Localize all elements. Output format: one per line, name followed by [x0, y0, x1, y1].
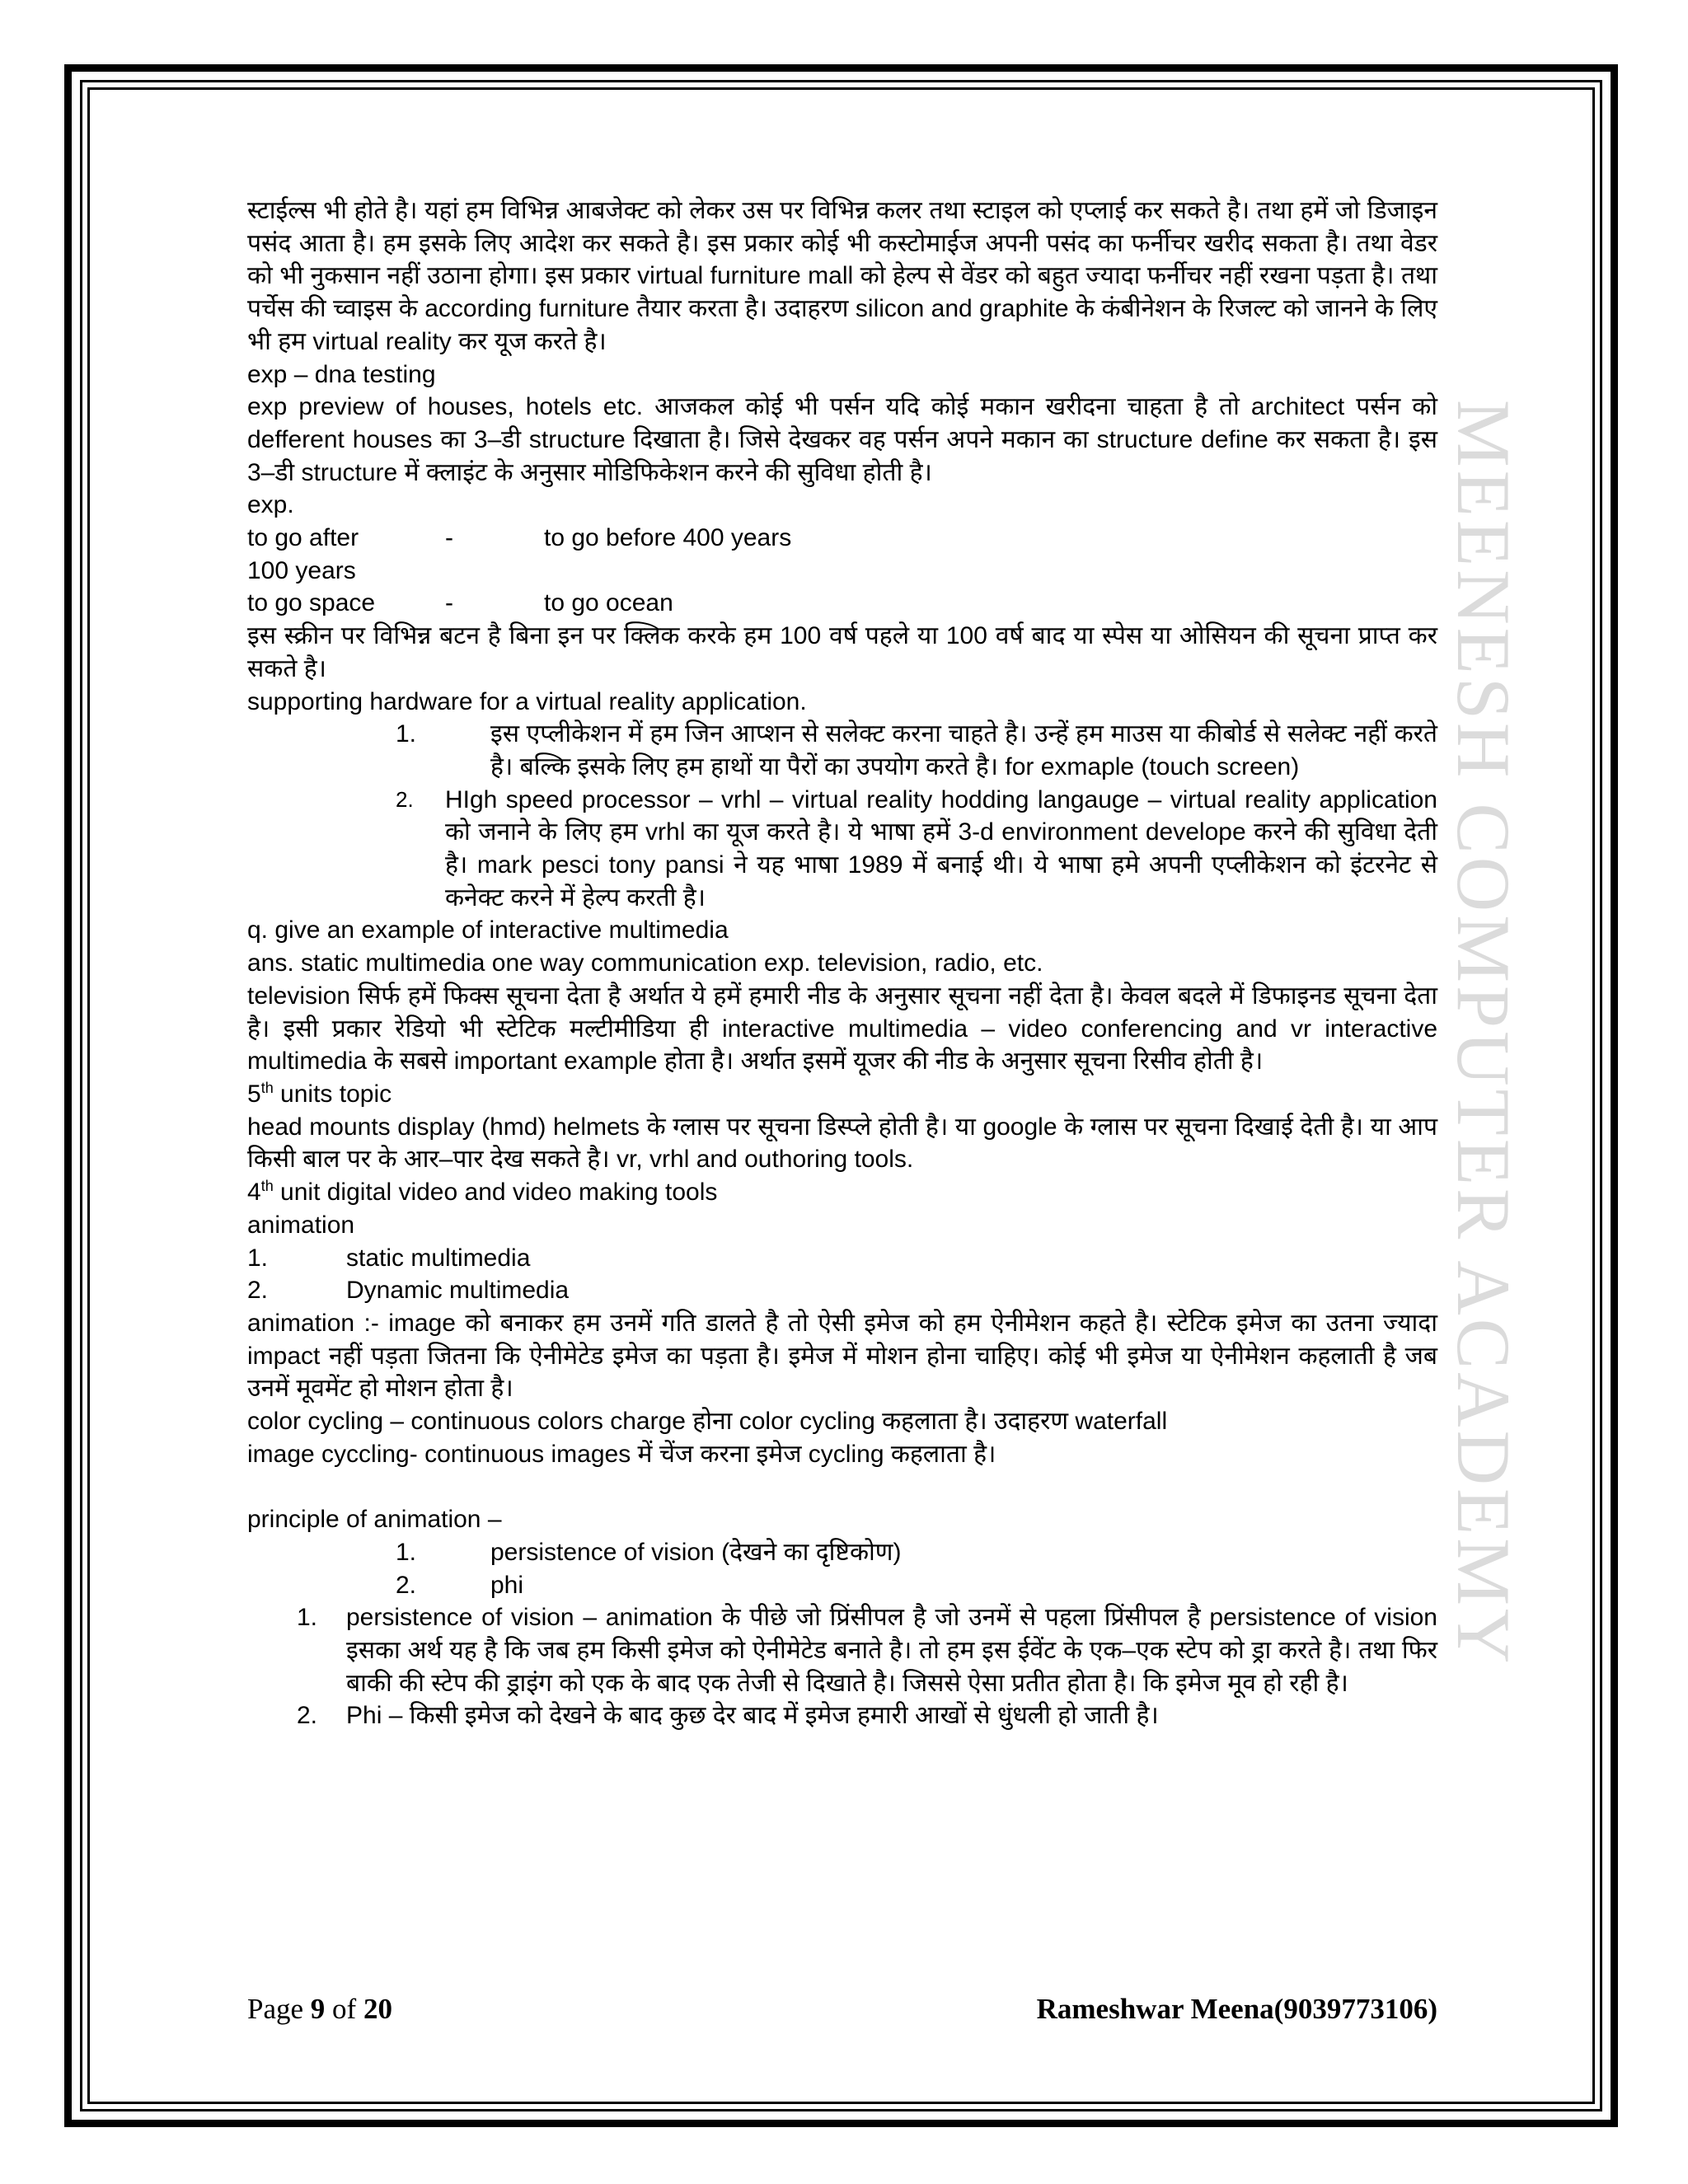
principles-list	[247, 1536, 1437, 1601]
hardware-list-2	[247, 784, 1437, 915]
list-item	[297, 1699, 1437, 1732]
paragraph-principle-heading: principle of animation –	[247, 1506, 502, 1534]
watermark-text: MEENESH COMPUTER ACADEMY	[1442, 400, 1526, 1667]
list-text: phi	[490, 1571, 524, 1599]
paragraph-5th-unit: 5th units topic	[247, 1079, 392, 1108]
list-text: static multimedia	[346, 1244, 531, 1272]
list-text: Dynamic multimedia	[346, 1277, 570, 1305]
paragraph-100-years: 100 years	[247, 556, 356, 584]
list-number: 2.	[396, 1571, 417, 1599]
paragraph-color-cycling: color cycling – continuous colors charge होना color cycling कहलाता है। उदाहरण waterfall	[247, 1408, 1168, 1436]
list-number: 1.	[396, 720, 417, 748]
paragraph-dna-testing: exp – dna testing	[247, 360, 436, 388]
hardware-list	[247, 718, 1437, 783]
page-number: Page 9 of 20	[247, 1993, 392, 2025]
exp-row-2	[247, 587, 1437, 620]
exp-row-1-left: to go after	[247, 524, 359, 552]
paragraph-question: q. give an example of interactive multimedia	[247, 916, 729, 944]
paragraph-virtual-furniture: स्टाईल्स भी होते है। यहां हम विभिन्न आबजेक्ट को लेकर उस पर विभिन्न कलर तथा स्टाइल को एप्लाई कर सकते है। तथा हमें जो डिजाइन पसंद आता है। हम इसके लिए आदेश कर सकते है। इस प्रकार कोई भी कस्टोमाईज अपनी पसंद का फर्नीचर खरीद सकता है। तथा वेडर को भी नुकसान नहीं उठाना होगा। इस प्रकार virtual furniture mall को हेल्प से वेंडर को बहुत ज्यादा फर्नीचर नहीं रखना पड़ता है। तथा पर्चेस की च्वाइस के according furniture तैयार करता है। उदाहरण silicon and graphite के कंबीनेशन के रिजल्ट को जानने के लिए भी हम virtual reality कर यूज करते है।	[247, 197, 1437, 355]
exp-row-2-dash: -	[445, 589, 453, 617]
list-text: persistence of vision (देखने का दृष्टिकोण)	[490, 1538, 902, 1566]
paragraph-animation-heading: animation	[247, 1211, 355, 1239]
paragraph-answer: ans. static multimedia one way communication exp. television, radio, etc.	[247, 949, 1043, 977]
principle-details-list	[247, 1601, 1437, 1732]
list-item	[396, 1569, 1437, 1602]
paragraph-television: television सिर्फ हमें फिक्स सूचना देता है अर्थात ये हमें हमारी नीड के अनुसार सूचना नहीं देता है। केवल बदले में डिफाइनड सूचना देता है। इसी प्रकार रेडियो भी स्टेटिक मल्टीमीडिया ही interactive multimedia – video conferencing and vr interactive multimedia के सबसे important example होता है। अर्थात इसमें यूजर की नीड के अनुसार सूचना रिसीव होती है।	[247, 982, 1437, 1076]
list-number: 2.	[396, 786, 414, 812]
list-item	[396, 784, 1437, 915]
list-text: इस एप्लीकेशन में हम जिन आप्शन से सलेक्ट करना चाहते है। उन्हें हम माउस या कीबोर्ड से सलेक्ट नहीं करते है। बल्कि इसके लिए हम हाथों या पैरों का उपयोग करते है। for exmaple (touch screen)	[490, 720, 1437, 780]
list-item	[247, 1274, 1437, 1307]
list-text: persistence of vision – animation के पीछे जो प्रिंसीपल है जो उनमें से पहला प्रिंसीपल है persistence of vision इसका अर्थ यह है कि जब हम किसी इमेज को ऐनीमेटेड बनाते है। तो हम इस ईवेंट के एक–एक स्टेप को ड्रा करते है। तथा फिर बाकी की स्टेप की ड्राइंग को एक के बाद एक तेजी से दिखाते है। जिससे ऐसा प्रतीत होता है। कि इमेज मूव हो रही है।	[346, 1604, 1437, 1697]
list-item	[396, 718, 1437, 783]
author-name: Rameshwar Meena(9039773106)	[1036, 1993, 1437, 2025]
list-number: 2.	[297, 1702, 318, 1730]
paragraph-animation-definition: animation :- image को बनाकर हम उनमें गति डालते है तो ऐसी इमेज को हम ऐनीमेशन कहते है। स्टेटिक इमेज का उतना ज्यादा impact नहीं पड़ता जितना कि ऐनीमेटेड इमेज का पड़ता है। इमेज में मोशन होना चाहिए। कोई भी इमेज या ऐनीमेशन कहलाती है जब उनमें मूवमेंट हो मोशन होता है।	[247, 1309, 1437, 1403]
animation-types-list	[247, 1242, 1437, 1307]
exp-row-1-dash: -	[445, 524, 453, 552]
exp-row-1	[247, 522, 1437, 555]
list-number: 1.	[297, 1604, 318, 1632]
list-text: Phi – किसी इमेज को देखने के बाद कुछ देर बाद में इमेज हमारी आखों से धुंधली हो जाती है।	[346, 1702, 1159, 1730]
list-number: 2.	[247, 1277, 269, 1305]
paragraph-image-cycling: image cyccling- continuous images में चेंज करना इमेज cycling कहलाता है।	[247, 1440, 996, 1468]
paragraph-4th-unit: 4th unit digital video and video making tools	[247, 1178, 718, 1207]
list-item	[247, 1242, 1437, 1275]
list-item	[396, 1536, 1437, 1569]
paragraph-hmd: head mounts display (hmd) helmets के ग्लास पर सूचना डिस्प्ले होती है। या google के ग्लास पर सूचना दिखाई देती है। या आप किसी बाल पर के आर–पार देख सकते है। vr, vrhl and outhoring tools.	[247, 1113, 1437, 1174]
page-footer	[247, 1993, 1437, 2026]
document-body	[247, 194, 1437, 1732]
exp-row-2-left: to go space	[247, 589, 376, 617]
paragraph-exp: exp.	[247, 491, 294, 519]
paragraph-supporting-hardware: supporting hardware for a virtual reality application.	[247, 687, 807, 715]
exp-row-2-right: to go ocean	[544, 589, 673, 617]
list-text: HIgh speed processor – vrhl – virtual reality hodding langauge – virtual reality application को जनाने के लिए हम vrhl का यूज करते है। ये भाषा हमें 3-d environment develope करने की सुविधा देती है। mark pesci tony pansi ने यह भाषा 1989 में बनाई थी। ये भाषा हमे अपनी एप्लीकेशन को इंटरनेट से कनेक्ट करने में हेल्प करती है।	[445, 785, 1437, 912]
paragraph-screen-buttons: इस स्क्रीन पर विभिन्न बटन है बिना इन पर क्लिक करके हम 100 वर्ष पहले या 100 वर्ष बाद या स्पेस या ओसियन की सूचना प्राप्त कर सकते है।	[247, 622, 1437, 682]
paragraph-preview-houses: exp preview of houses, hotels etc. आजकल कोई भी पर्सन यदि कोई मकान खरीदना चाहता है तो architect पर्सन को defferent houses का 3–डी structure दिखाता है। जिसे देखकर वह पर्सन अपने मकान का structure define कर सकता है। इस 3–डी structure में क्लाइंट के अनुसार मोडिफिकेशन करने की सुविधा होती है।	[247, 393, 1437, 486]
list-item	[297, 1601, 1437, 1699]
blank-line	[247, 1470, 1437, 1503]
list-number: 1.	[247, 1244, 269, 1272]
list-number: 1.	[396, 1538, 417, 1566]
exp-row-1-right: to go before 400 years	[544, 524, 792, 552]
